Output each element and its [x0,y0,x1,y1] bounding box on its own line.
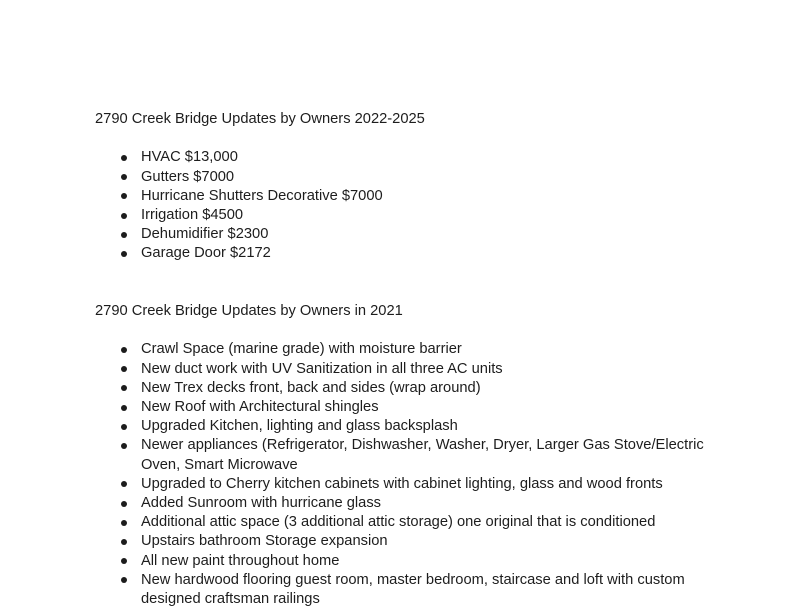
list-item [95,417,721,436]
list-item-text: Irrigation $4500 [141,207,244,223]
list-item-text: New hardwood flooring guest room, master bedroom, staircase and loft with custom designed craftsman railings [141,571,685,608]
list-item [95,494,721,513]
bullet-dot-icon [121,385,127,391]
list-item [95,398,721,417]
list-item-text: Gutters $7000 [141,168,235,185]
list-item-text: Dehumidifier $2300 [141,226,269,243]
list-item-text: Additional attic space (3 additional attic storage) one original that is conditioned [141,514,656,531]
list-item-text: Added Sunroom with hurricane glass [141,495,382,512]
list-item-text: Newer appliances (Refrigerator, Dishwasher, Washer, Dryer, Larger Gas Stove/Electric Oven, Smart Microwave [141,437,704,473]
list-item [95,168,721,187]
list-item-text: New Trex decks front, back and sides (wrap around) [141,379,481,396]
list-item-text: Crawl Space (marine grade) with moisture barrier [141,341,462,358]
bullet-dot-icon [121,443,127,449]
bullet-dot-icon [121,347,127,353]
list-item-text: Garage Door $2172 [141,245,271,262]
list-item [95,552,721,571]
list-item [95,379,721,398]
list-item [95,513,721,532]
bullet-dot-icon [121,155,127,161]
list-item [95,244,721,263]
section-heading: 2790 Creek Bridge Updates by Owners in 2021 [95,303,403,319]
list-item [95,475,721,494]
list-item-text: Upgraded to Cherry kitchen cabinets with cabinet lighting, glass and wood fronts [141,475,663,492]
list-item-text: New Roof with Architectural shingles [141,399,379,415]
bullet-dot-icon [121,501,127,507]
list-item [95,187,721,206]
list-item [95,571,721,609]
list-item [95,340,721,359]
bullet-dot-icon [121,539,127,545]
bullet-list [95,340,721,609]
bullet-dot-icon [121,558,127,564]
bullet-dot-icon [121,424,127,430]
list-item [95,532,721,551]
list-item [95,148,721,167]
list-item-text: All new paint throughout home [141,552,340,569]
bullet-dot-icon [121,481,127,487]
bullet-dot-icon [121,366,127,372]
bullet-list [95,148,721,263]
bullet-dot-icon [121,213,127,219]
bullet-dot-icon [121,251,127,257]
bullet-dot-icon [121,577,127,583]
list-item-text: Upgraded Kitchen, lighting and glass backsplash [141,418,458,435]
list-item [95,206,721,225]
list-item-text: Hurricane Shutters Decorative $7000 [141,187,383,204]
section-heading: 2790 Creek Bridge Updates by Owners 2022-2025 [95,111,425,127]
document-sections [95,110,721,609]
list-item [95,360,721,379]
bullet-dot-icon [121,174,127,180]
bullet-dot-icon [121,520,127,526]
bullet-dot-icon [121,232,127,238]
bullet-dot-icon [121,405,127,411]
list-item [95,225,721,244]
bullet-dot-icon [121,193,127,199]
list-item-text: HVAC $13,000 [141,149,238,166]
list-item-text: New duct work with UV Sanitization in all three AC units [141,360,503,377]
list-item-text: Upstairs bathroom Storage expansion [141,533,388,550]
list-item [95,436,721,474]
